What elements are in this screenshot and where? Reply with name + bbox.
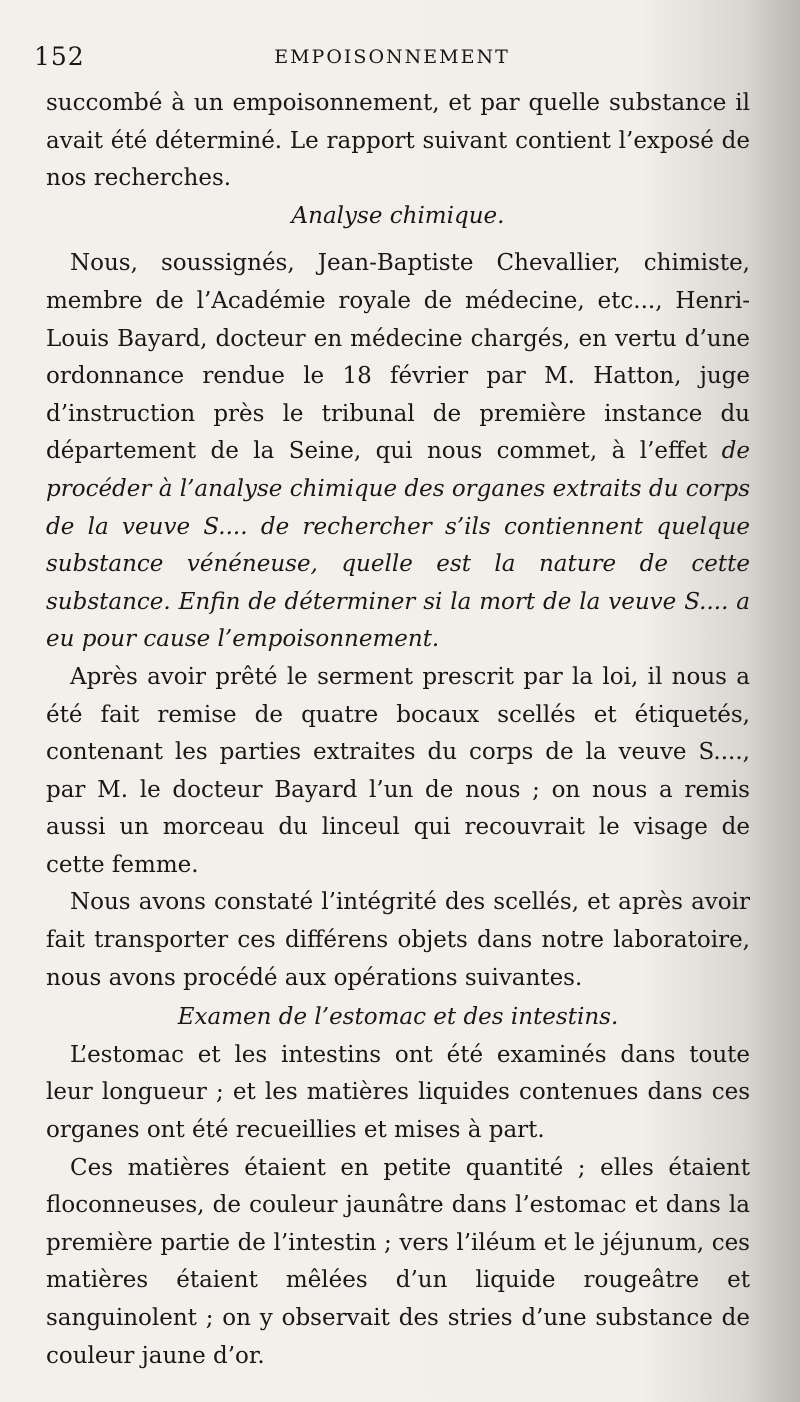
page-number: 152 [34,42,85,71]
paragraph-seals: Nous avons constaté l’intégrité des scellés, et après avoir fait transporter ces différens objets dans notre laboratoire, nous avons procédé aux opérations suivantes. [46,889,750,991]
section-heading-stomach-exam: Examen de l’estomac et des intestins. [177,1004,619,1031]
paragraph-matter: Ces matières étaient en petite quantité ; elles étaient floconneuses, de couleur jaunâtre dans l’estomac et dans la première partie de l’intestin ; vers l’iléum et le jéjunum, ces matières étaient mêlées d’un liquide rougeâtre et sanguinolent ; on y observait des stries d’une substance de couleur jaune d’or. [46,1154,750,1369]
section-heading-chemical-analysis: Analyse chimique. [291,202,505,229]
paragraph-undersigned [46,245,750,659]
paragraph-undersigned-italic: de procéder à l’analyse chimique des organes extraits du corps de la veuve S.... de rechercher s’ils contiennent quelque substance vénéneuse, quelle est la nature de cette substance. Enfin de déterminer si la mort de la veuve S.... a eu pour cause l’empoisonnement. [46,438,750,653]
page-header [34,42,750,82]
page-body [46,85,750,1375]
paragraph-oath: Après avoir prêté le serment prescrit par la loi, il nous a été fait remise de quatre bocaux scellés et étiquetés, contenant les parties extraites du corps de la veuve S...., par M. le docteur Bayard l’un de nous ; on nous a remis aussi un morceau du linceul qui recouvrait le visage de cette femme. [46,663,750,878]
paragraph-undersigned-text: Nous, soussignés, Jean-Baptiste Chevallier, chimiste, membre de l’Académie royale de médecine, etc..., Henri-Louis Bayard, docteur en médecine chargés, en vertu d’une ordonnance rendue le 18 février par M. Hatton, juge d’instruction près le tribunal de première instance du département de la Seine, qui nous commet, à l’effet [46,250,750,465]
running-head: EMPOISONNEMENT [274,46,510,68]
paragraph-continuation: succombé à un empoisonnement, et par quelle substance il avait été déterminé. Le rapport suivant contient l’exposé de nos recherches. [46,90,750,192]
paragraph-stomach: L’estomac et les intestins ont été examinés dans toute leur longueur ; et les matières liquides contenues dans ces organes ont été recueillies et mises à part. [46,1041,750,1144]
